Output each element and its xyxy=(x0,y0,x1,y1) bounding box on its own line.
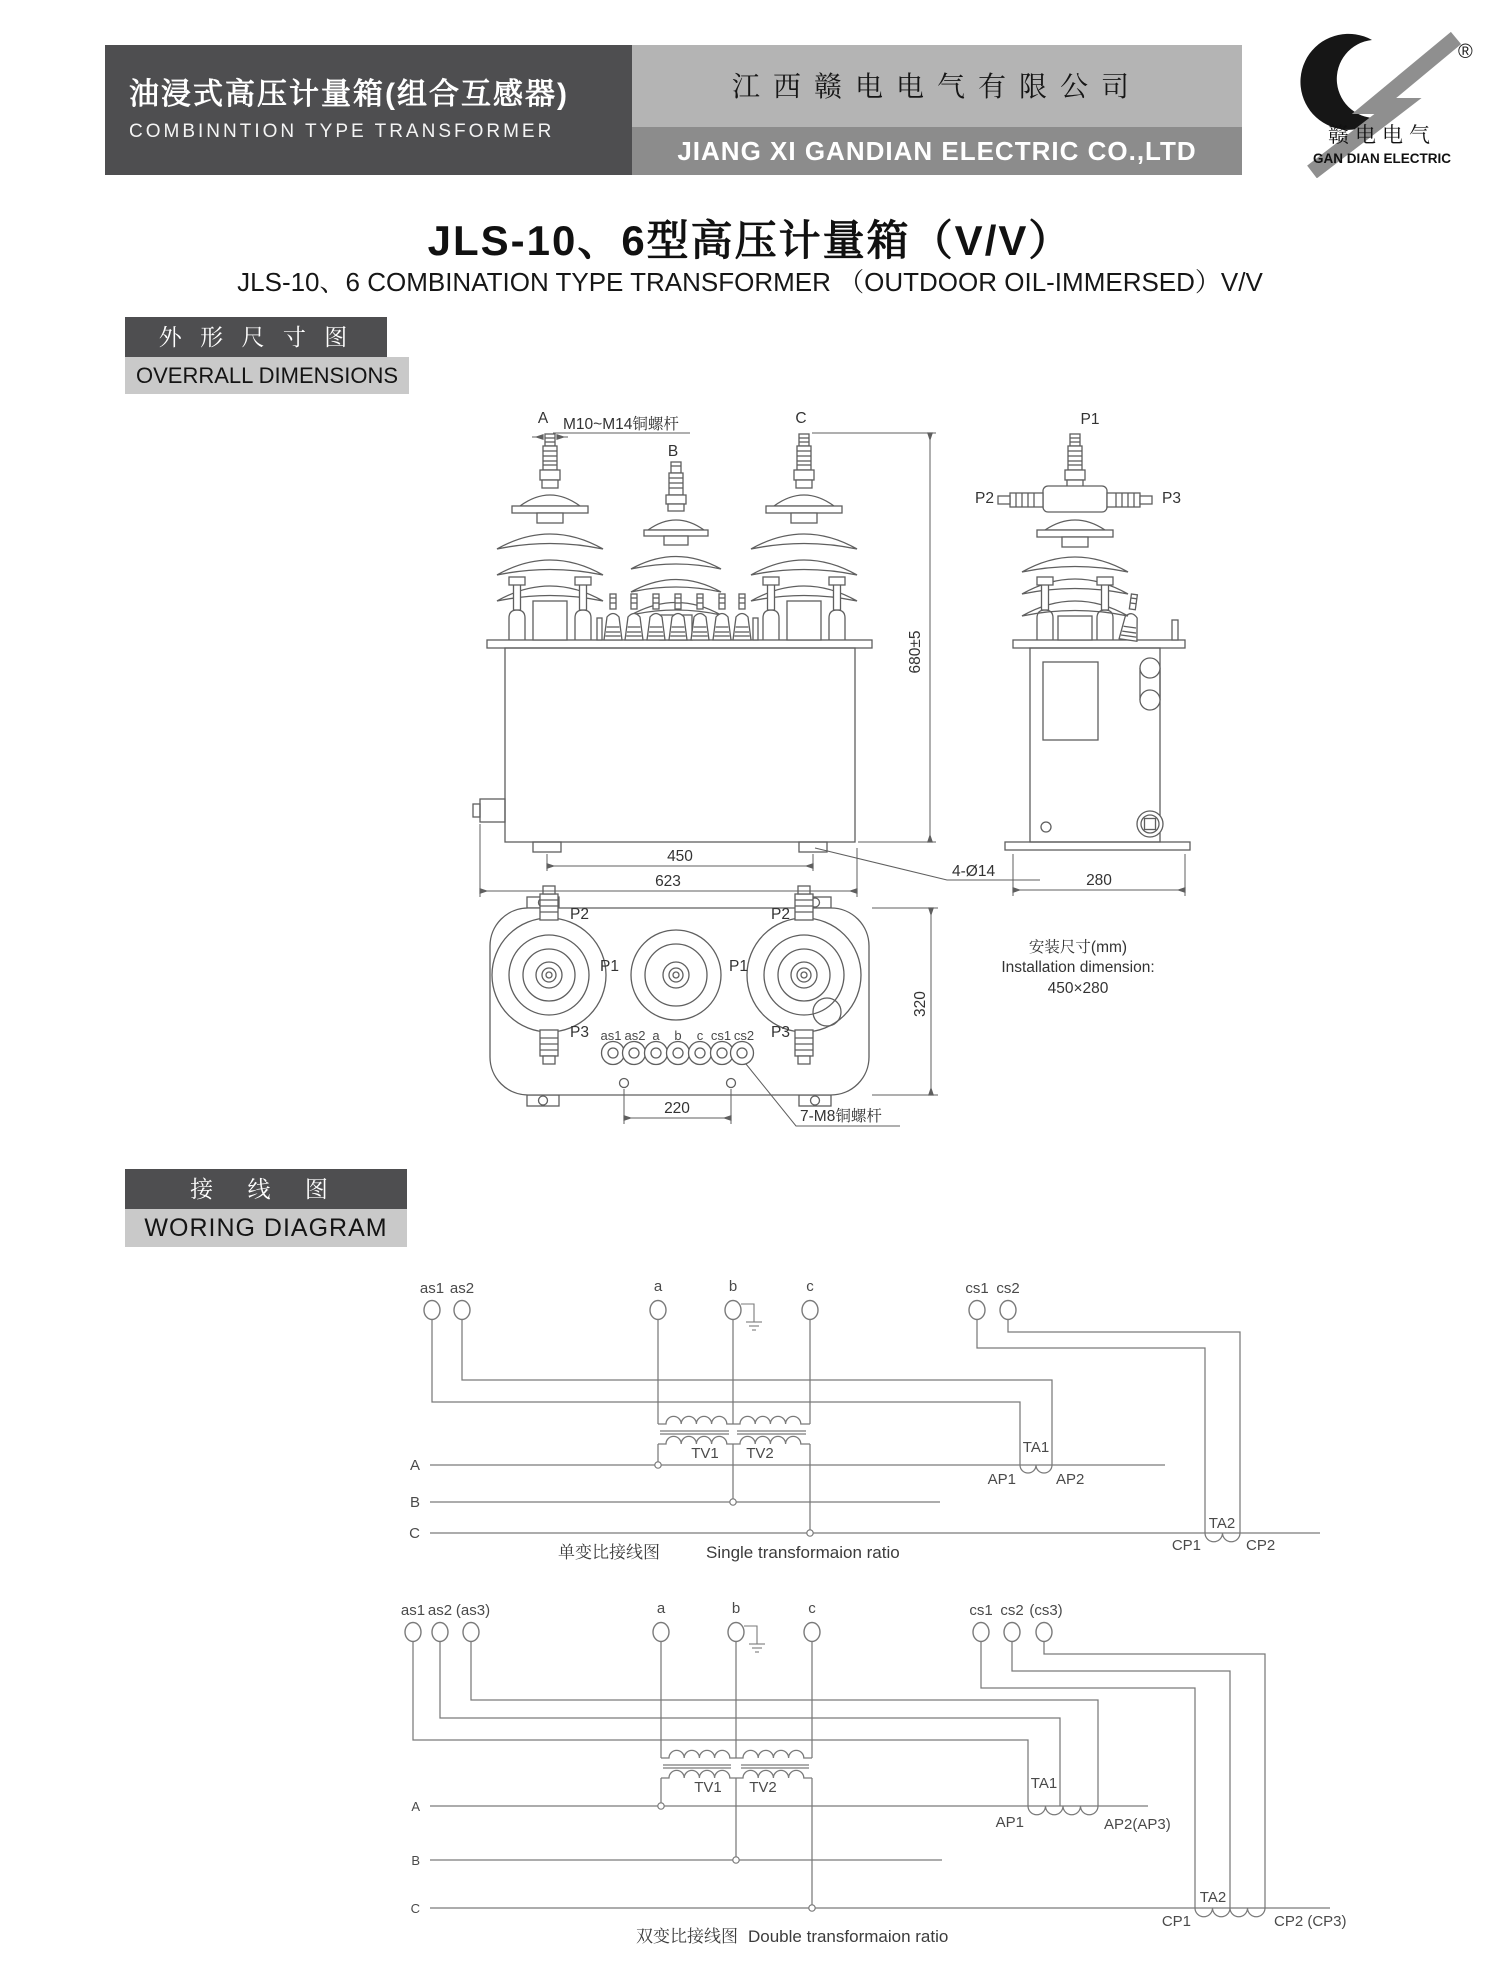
d-cp1: CP1 xyxy=(1161,1913,1191,1930)
install-note-cn: 安装尺寸(mm) xyxy=(1028,939,1128,956)
d-term-b: b xyxy=(731,1600,741,1617)
s-cp1: CP1 xyxy=(1171,1537,1201,1554)
term-b: b xyxy=(674,1028,682,1043)
s-tv2: TV2 xyxy=(746,1445,774,1462)
ground-symbol-icon xyxy=(744,1626,765,1652)
label-p3-top-right: P3 xyxy=(771,1024,790,1041)
install-note-value: 450×280 xyxy=(1047,980,1109,997)
d-term-as3: (as3) xyxy=(455,1602,491,1619)
d-tv1: TV1 xyxy=(694,1779,722,1796)
s-term-a: a xyxy=(653,1278,663,1295)
label-p1-top-left: P1 xyxy=(600,958,619,975)
s-ta2: TA2 xyxy=(1208,1515,1236,1532)
label-p1-side: P1 xyxy=(1080,411,1100,428)
oil-gauge xyxy=(1140,658,1160,710)
d-term-cs2: cs2 xyxy=(1000,1602,1024,1619)
lv-terminals xyxy=(597,594,758,640)
top-bushing-center xyxy=(631,930,721,1020)
bushing-a xyxy=(497,434,603,640)
label-phase-c: C xyxy=(795,410,807,427)
section-wiring-en: WORING DIAGRAM xyxy=(125,1209,407,1247)
d-term-c: c xyxy=(808,1600,816,1617)
company-logo xyxy=(1250,26,1490,178)
term-cs1: cs1 xyxy=(710,1028,732,1043)
d-term-as1: as1 xyxy=(400,1602,426,1619)
dim-terminal-span: 220 xyxy=(664,1100,690,1117)
d-ta1: TA1 xyxy=(1030,1775,1058,1792)
registered-mark: ® xyxy=(1458,41,1473,63)
s-cp2: CP2 xyxy=(1246,1537,1276,1554)
s-term-cs1: cs1 xyxy=(965,1280,989,1297)
d-ap2: AP2(AP3) xyxy=(1104,1816,1171,1833)
single-caption-cn: 单变比接线图 xyxy=(558,1543,660,1562)
dim-top-depth: 320 xyxy=(912,991,929,1017)
company-name-en: JIANG XI GANDIAN ELECTRIC CO.,LTD xyxy=(632,127,1242,175)
dim-feet-span: 450 xyxy=(667,848,693,865)
section-dimensions-en: OVERRALL DIMENSIONS xyxy=(125,357,409,394)
wiring-drawing xyxy=(320,1262,1480,1962)
s-line-a: A xyxy=(409,1457,420,1474)
s-line-b: B xyxy=(409,1494,420,1511)
stud-note: M10~M14铜螺杆 xyxy=(563,416,679,433)
term-c: c xyxy=(696,1028,704,1043)
s-term-b: b xyxy=(728,1278,738,1295)
wiring-diagram-double xyxy=(401,1600,1347,1946)
dimensions-drawing xyxy=(400,400,1280,1170)
front-view xyxy=(473,410,872,852)
label-p3-side: P3 xyxy=(1162,490,1181,507)
bushing-c xyxy=(751,434,857,640)
double-caption-cn: 双变比接线图 xyxy=(636,1927,738,1946)
label-phase-a: A xyxy=(537,410,549,427)
logo-art xyxy=(1250,26,1490,178)
dim-height: 680±5 xyxy=(907,630,924,674)
d-term-cs3: (cs3) xyxy=(1029,1602,1063,1619)
d-line-a: A xyxy=(411,1799,420,1814)
double-caption-en: Double transformaion ratio xyxy=(748,1927,949,1946)
nameplate xyxy=(1043,662,1098,740)
label-p2-top-right: P2 xyxy=(771,906,790,923)
s-ta1: TA1 xyxy=(1022,1439,1050,1456)
company-name-cn: 江西赣电电气有限公司 xyxy=(632,45,1242,127)
section-wiring-cn: 接 线 图 xyxy=(125,1169,407,1209)
page-title: JLS-10、6型高压计量箱（V/V） xyxy=(427,217,1073,264)
label-p2-side: P2 xyxy=(975,490,994,507)
term-as2: as2 xyxy=(624,1028,646,1043)
d-term-as2: as2 xyxy=(427,1602,453,1619)
logo-brand-en: GAN DIAN ELECTRIC xyxy=(1313,151,1451,166)
s-line-c: C xyxy=(409,1525,420,1542)
s-term-c: c xyxy=(806,1278,814,1295)
dim-holes: 4-Ø14 xyxy=(952,863,996,880)
dim-width: 623 xyxy=(655,873,681,890)
s-ap1: AP1 xyxy=(987,1471,1016,1488)
d-term-cs1: cs1 xyxy=(969,1602,993,1619)
s-tv1: TV1 xyxy=(691,1445,719,1462)
page-subtitle: JLS-10、6 COMBINATION TYPE TRANSFORMER （OUTDOOR OIL-IMMERSED）V/V xyxy=(237,267,1263,297)
side-view xyxy=(975,411,1190,850)
logo-crescent-icon xyxy=(1300,34,1380,130)
d-tv2: TV2 xyxy=(749,1779,777,1796)
d-line-b: B xyxy=(411,1853,420,1868)
term-cs2: cs2 xyxy=(733,1028,755,1043)
ground-symbol-icon xyxy=(741,1304,762,1330)
term-as1: as1 xyxy=(600,1028,622,1043)
wiring-diagram-single xyxy=(409,1278,1320,1562)
d-line-c: C xyxy=(410,1901,420,1916)
product-title-cn: 油浸式高压计量箱(组合互感器) xyxy=(129,78,569,111)
d-ta2: TA2 xyxy=(1199,1889,1227,1906)
product-header-block xyxy=(105,45,632,175)
s-term-as2: as2 xyxy=(449,1280,475,1297)
terminal-note: 7-M8铜螺杆 xyxy=(800,1108,882,1125)
label-p3-top-left: P3 xyxy=(570,1024,589,1041)
term-a: a xyxy=(652,1028,660,1043)
single-caption-en: Single transformaion ratio xyxy=(706,1543,900,1562)
ground-bolt xyxy=(1137,811,1163,837)
s-term-as1: as1 xyxy=(419,1280,445,1297)
install-note-en: Installation dimension: xyxy=(1001,959,1155,976)
label-p2-top-left: P2 xyxy=(570,906,589,923)
label-phase-b: B xyxy=(667,443,679,460)
d-ap1: AP1 xyxy=(995,1814,1024,1831)
s-term-cs2: cs2 xyxy=(996,1280,1020,1297)
d-term-a: a xyxy=(656,1600,666,1617)
logo-brand-cn: 赣电电气 xyxy=(1328,124,1436,147)
section-dimensions-cn: 外 形 尺 寸 图 xyxy=(125,317,387,357)
dim-depth: 280 xyxy=(1086,872,1112,889)
d-cp2: CP2 (CP3) xyxy=(1274,1913,1347,1930)
product-title-en: COMBINNTION TYPE TRANSFORMER xyxy=(129,121,555,142)
label-p1-top-right: P1 xyxy=(729,958,748,975)
top-view xyxy=(490,886,900,1126)
s-ap2: AP2 xyxy=(1056,1471,1085,1488)
